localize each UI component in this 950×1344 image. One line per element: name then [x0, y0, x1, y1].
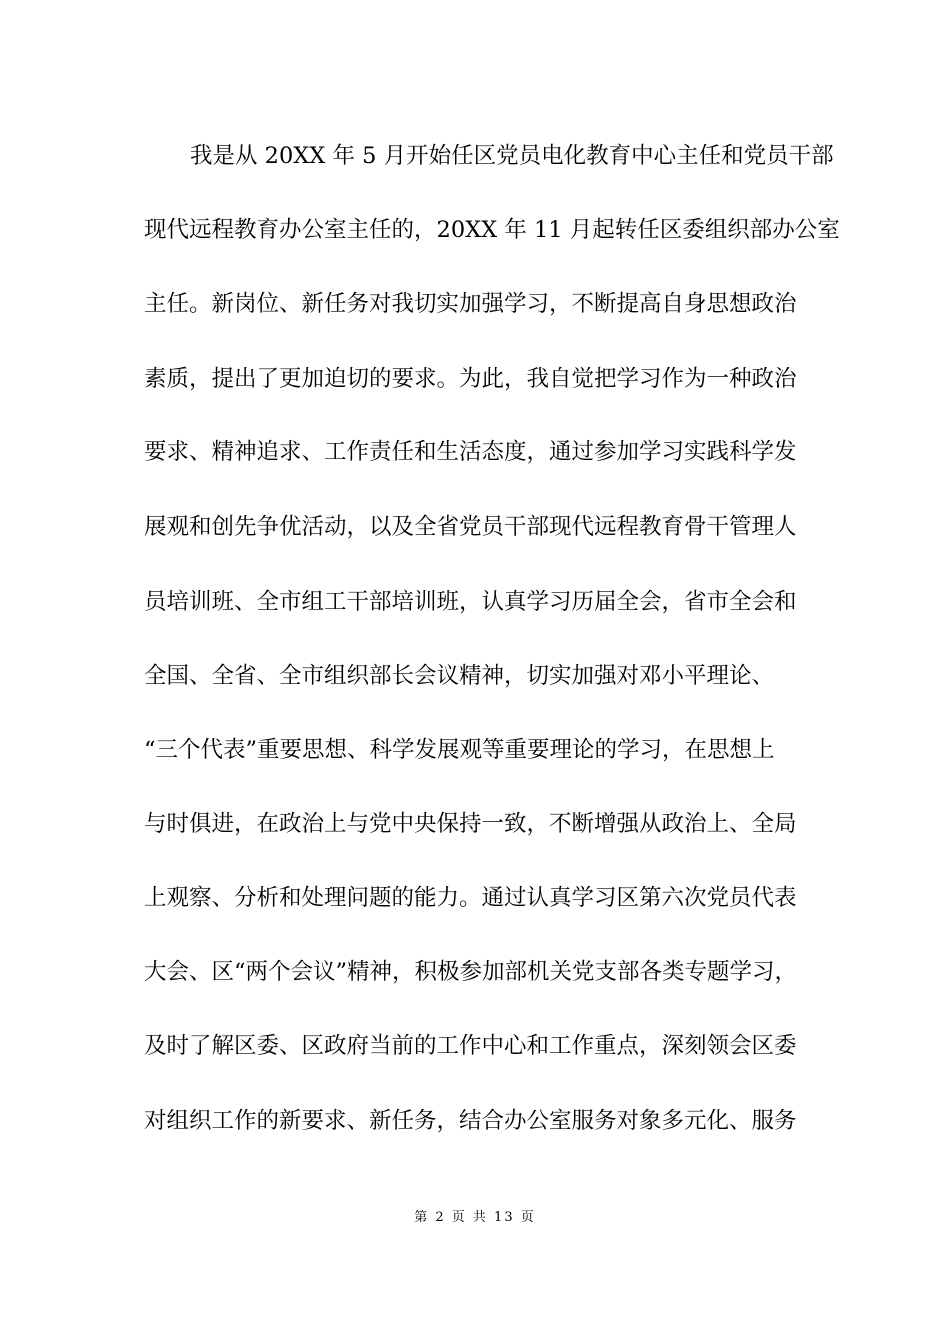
paragraph-line: 全国、全省、全市组织部长会议精神，切实加强对邓小平理论、 — [144, 663, 775, 689]
paragraph-line: 要求、精神追求、工作责任和生活态度，通过参加学习实践科学发 — [144, 439, 797, 465]
paragraph-line: 现代远程教育办公室主任的，20XX 年 11 月起转任区委组织部办公室 — [144, 217, 840, 243]
paragraph-line: 上观察、分析和处理问题的能力。通过认真学习区第六次党员代表 — [144, 885, 797, 911]
paragraph-line: 对组织工作的新要求、新任务，结合办公室服务对象多元化、服务 — [144, 1108, 797, 1134]
paragraph-line: 主任。新岗位、新任务对我切实加强学习，不断提高自身思想政治 — [144, 291, 797, 317]
paragraph-line: 与时俱进，在政治上与党中央保持一致，不断增强从政治上、全局 — [144, 811, 797, 837]
paragraph-line: 素质，提出了更加迫切的要求。为此，我自觉把学习作为一种政治 — [144, 366, 797, 392]
paragraph-line: 我是从 20XX 年 5 月开始任区党员电化教育中心主任和党员干部 — [190, 143, 834, 169]
paragraph-line: 员培训班、全市组工干部培训班，认真学习历届全会，省市全会和 — [144, 589, 797, 615]
paragraph-line: “三个代表”重要思想、科学发展观等重要理论的学习，在思想上 — [144, 737, 775, 763]
paragraph-line: 大会、区“两个会议”精神，积极参加部机关党支部各类专题学习， — [144, 959, 798, 985]
paragraph-line: 展观和创先争优活动，以及全省党员干部现代远程教育骨干管理人 — [144, 514, 797, 540]
paragraph-line: 及时了解区委、区政府当前的工作中心和工作重点，深刻领会区委 — [144, 1033, 797, 1059]
page-number-footer: 第 2 页 共 13 页 — [414, 1210, 536, 1225]
